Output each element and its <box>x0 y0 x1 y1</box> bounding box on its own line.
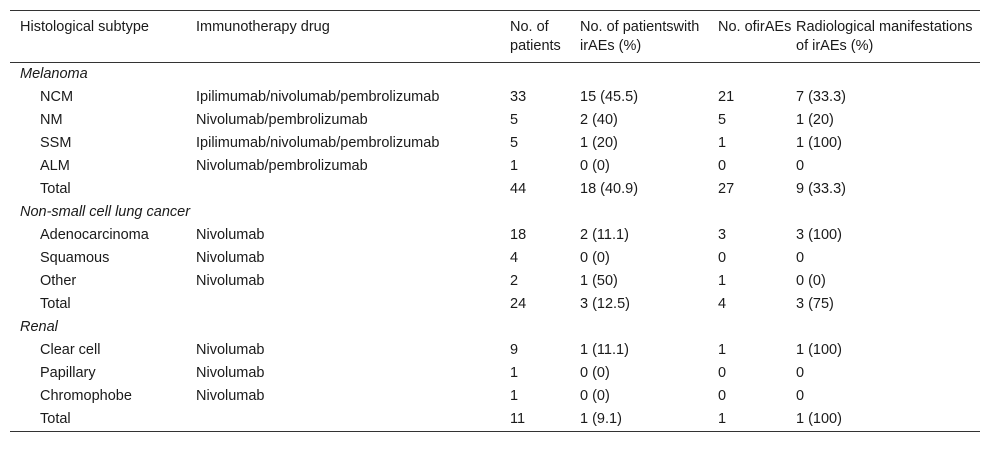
cell-iraes: 0 <box>718 158 727 174</box>
cell-radiological: 1 (100) <box>796 411 842 427</box>
cell-subtype: NM <box>40 112 63 128</box>
table-row <box>10 224 980 247</box>
cell-subtype: Other <box>40 273 77 289</box>
cell-iraes: 4 <box>718 296 727 312</box>
table-row <box>10 362 980 385</box>
cell-radiological: 1 (100) <box>796 342 842 358</box>
cell-patients: 1 <box>510 365 519 381</box>
header-immunotherapy-drug: Immunotherapy drug <box>196 19 330 35</box>
cell-drug <box>196 408 510 432</box>
table-row <box>10 247 980 270</box>
cell-radiological: 9 (33.3) <box>796 181 846 197</box>
group-label: Melanoma <box>20 66 88 82</box>
cell-drug: Ipilimumab/nivolumab/pembrolizumab <box>196 135 440 151</box>
table-row <box>10 86 980 109</box>
header-no-of-iraes: No. ofirAEs <box>718 19 792 35</box>
cell-radiological: 0 <box>796 365 805 381</box>
cell-patients: 4 <box>510 250 519 266</box>
header-radiological-manifestations: Radiological manifestations of irAEs (%) <box>796 19 973 54</box>
cell-drug <box>196 178 510 201</box>
cell-subtype: NCM <box>40 89 74 105</box>
cell-patients: 44 <box>510 181 527 197</box>
cell-drug: Ipilimumab/nivolumab/pembrolizumab <box>196 89 440 105</box>
table-body <box>10 63 980 432</box>
cell-subtype: Total <box>40 181 71 197</box>
group-row <box>10 201 980 224</box>
table-header <box>10 11 980 63</box>
cell-drug: Nivolumab <box>196 273 265 289</box>
cell-subtype: Squamous <box>40 250 110 266</box>
cell-drug: Nivolumab <box>196 388 265 404</box>
cell-patients: 9 <box>510 342 519 358</box>
header-histological-subtype: Histological subtype <box>20 19 149 35</box>
cell-patients-with-iraes: 1 (20) <box>580 135 618 151</box>
cell-patients: 5 <box>510 112 519 128</box>
cell-drug: Nivolumab <box>196 250 265 266</box>
cell-iraes: 0 <box>718 388 727 404</box>
cell-patients: 1 <box>510 388 519 404</box>
cell-radiological: 7 (33.3) <box>796 89 846 105</box>
cell-subtype: Chromophobe <box>40 388 132 404</box>
group-row <box>10 316 980 339</box>
cell-radiological: 3 (75) <box>796 296 834 312</box>
cell-drug: Nivolumab/pembrolizumab <box>196 158 368 174</box>
table-row <box>10 109 980 132</box>
cell-iraes: 5 <box>718 112 727 128</box>
cell-radiological: 0 (0) <box>796 273 826 289</box>
cell-patients: 24 <box>510 296 527 312</box>
table-row <box>10 178 980 201</box>
cell-radiological: 0 <box>796 250 805 266</box>
cell-iraes: 21 <box>718 89 735 105</box>
cell-patients-with-iraes: 18 (40.9) <box>580 181 639 197</box>
header-row <box>10 11 980 63</box>
cell-drug <box>196 293 510 316</box>
cell-subtype: Total <box>40 296 71 312</box>
header-patients-with-iraes: No. of patientswith irAEs (%) <box>580 19 700 54</box>
cell-patients-with-iraes: 1 (50) <box>580 273 618 289</box>
group-label: Renal <box>20 319 58 335</box>
cell-patients-with-iraes: 2 (40) <box>580 112 618 128</box>
cell-patients-with-iraes: 2 (11.1) <box>580 227 629 243</box>
cell-subtype: ALM <box>40 158 70 174</box>
cell-iraes: 1 <box>718 342 727 358</box>
cell-iraes: 27 <box>718 181 735 197</box>
cell-subtype: Total <box>40 411 71 427</box>
cell-iraes: 3 <box>718 227 727 243</box>
cell-patients-with-iraes: 15 (45.5) <box>580 89 639 105</box>
table-row <box>10 155 980 178</box>
cell-radiological: 1 (20) <box>796 112 834 128</box>
cell-radiological: 0 <box>796 388 805 404</box>
cell-patients-with-iraes: 0 (0) <box>580 250 610 266</box>
cell-iraes: 1 <box>718 411 727 427</box>
data-table <box>10 10 980 432</box>
cell-patients: 11 <box>510 411 526 427</box>
cell-patients: 2 <box>510 273 519 289</box>
cell-patients-with-iraes: 1 (11.1) <box>580 342 629 358</box>
cell-drug: Nivolumab/pembrolizumab <box>196 112 368 128</box>
cell-patients-with-iraes: 0 (0) <box>580 365 610 381</box>
cell-patients-with-iraes: 0 (0) <box>580 158 610 174</box>
cell-patients: 5 <box>510 135 519 151</box>
table-row <box>10 132 980 155</box>
cell-radiological: 3 (100) <box>796 227 842 243</box>
table-row <box>10 293 980 316</box>
cell-patients: 18 <box>510 227 527 243</box>
group-label: Non-small cell lung cancer <box>20 204 191 220</box>
cell-iraes: 1 <box>718 135 727 151</box>
cell-radiological: 1 (100) <box>796 135 842 151</box>
cell-subtype: Clear cell <box>40 342 101 358</box>
cell-subtype: Adenocarcinoma <box>40 227 149 243</box>
cell-patients-with-iraes: 0 (0) <box>580 388 610 404</box>
cell-drug: Nivolumab <box>196 342 265 358</box>
cell-patients: 1 <box>510 158 519 174</box>
header-no-of-patients: No. of patients <box>510 19 561 54</box>
cell-radiological: 0 <box>796 158 805 174</box>
cell-patients: 33 <box>510 89 527 105</box>
cell-patients-with-iraes: 3 (12.5) <box>580 296 630 312</box>
table-row <box>10 385 980 408</box>
group-row <box>10 63 980 87</box>
table-row <box>10 270 980 293</box>
cell-iraes: 0 <box>718 365 727 381</box>
cell-drug: Nivolumab <box>196 227 265 243</box>
table-row <box>10 408 980 432</box>
cell-subtype: SSM <box>40 135 72 151</box>
cell-iraes: 1 <box>718 273 727 289</box>
cell-subtype: Papillary <box>40 365 96 381</box>
cell-drug: Nivolumab <box>196 365 265 381</box>
cell-patients-with-iraes: 1 (9.1) <box>580 411 622 427</box>
cell-iraes: 0 <box>718 250 727 266</box>
table-row <box>10 339 980 362</box>
